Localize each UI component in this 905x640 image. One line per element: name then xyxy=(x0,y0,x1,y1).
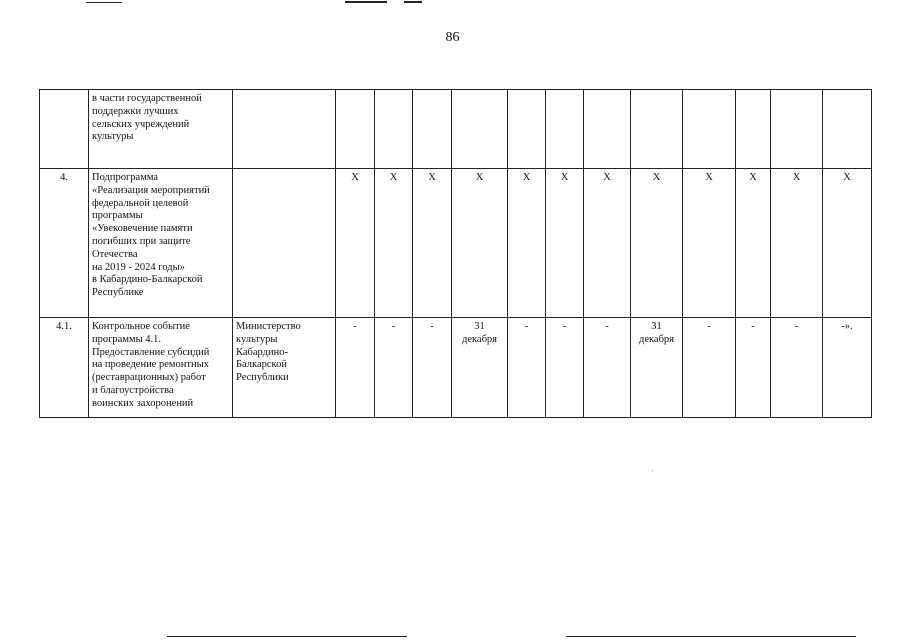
period-cell xyxy=(584,90,631,169)
period-cell: X xyxy=(736,169,771,318)
period-cell: - xyxy=(736,318,771,418)
period-cell: 31 декабря xyxy=(631,318,683,418)
period-cell: - xyxy=(771,318,823,418)
period-cell: X xyxy=(508,169,546,318)
schedule-table xyxy=(39,89,872,418)
period-cell: X xyxy=(546,169,584,318)
scan-artifact-bottom-1 xyxy=(167,636,407,637)
period-cell xyxy=(508,90,546,169)
event-name-cell: Подпрограмма «Реализация мероприятий федеральной целевой программы «Увековечение памяти погибших при защите Отечества на 2019 - 2024 годы» в Кабардино-Балкарской Республике xyxy=(89,169,233,318)
period-cell: - xyxy=(336,318,375,418)
event-name-cell: Контрольное событие программы 4.1. Предоставление субсидий на проведение ремонтных (реставрационных) работ и благоустройства воинских захоронений xyxy=(89,318,233,418)
period-cell xyxy=(375,90,413,169)
period-cell xyxy=(631,90,683,169)
period-cell: X xyxy=(683,169,736,318)
period-cell: - xyxy=(683,318,736,418)
period-cell xyxy=(546,90,584,169)
period-cell xyxy=(452,90,508,169)
row-number-cell xyxy=(40,90,89,169)
period-cell: - xyxy=(584,318,631,418)
period-cell: - xyxy=(413,318,452,418)
scan-speck xyxy=(652,470,653,471)
event-name-cell: в части государственной поддержки лучших сельских учреждений культуры xyxy=(89,90,233,169)
scan-artifact-top-2 xyxy=(345,1,387,3)
period-cell: X xyxy=(823,169,872,318)
period-cell xyxy=(823,90,872,169)
period-cell: X xyxy=(584,169,631,318)
table-row xyxy=(40,90,872,169)
period-cell: X xyxy=(452,169,508,318)
period-cell: -». xyxy=(823,318,872,418)
period-cell: X xyxy=(631,169,683,318)
period-cell: - xyxy=(375,318,413,418)
executor-cell xyxy=(233,90,336,169)
period-cell xyxy=(336,90,375,169)
period-cell: - xyxy=(546,318,584,418)
scan-artifact-top-1 xyxy=(86,2,122,3)
executor-cell xyxy=(233,169,336,318)
period-cell: 31 декабря xyxy=(452,318,508,418)
page-number: 86 xyxy=(445,30,460,45)
row-number-cell: 4.1. xyxy=(40,318,89,418)
scan-artifact-top-3 xyxy=(404,1,422,3)
period-cell: X xyxy=(413,169,452,318)
period-cell: X xyxy=(375,169,413,318)
period-cell: X xyxy=(771,169,823,318)
period-cell: X xyxy=(336,169,375,318)
period-cell xyxy=(736,90,771,169)
period-cell xyxy=(683,90,736,169)
period-cell xyxy=(413,90,452,169)
executor-cell: Министерство культуры Кабардино- Балкарской Республики xyxy=(233,318,336,418)
row-number-cell: 4. xyxy=(40,169,89,318)
scan-artifact-bottom-2 xyxy=(566,636,856,637)
period-cell xyxy=(771,90,823,169)
table-row xyxy=(40,318,872,418)
table-row xyxy=(40,169,872,318)
period-cell: - xyxy=(508,318,546,418)
